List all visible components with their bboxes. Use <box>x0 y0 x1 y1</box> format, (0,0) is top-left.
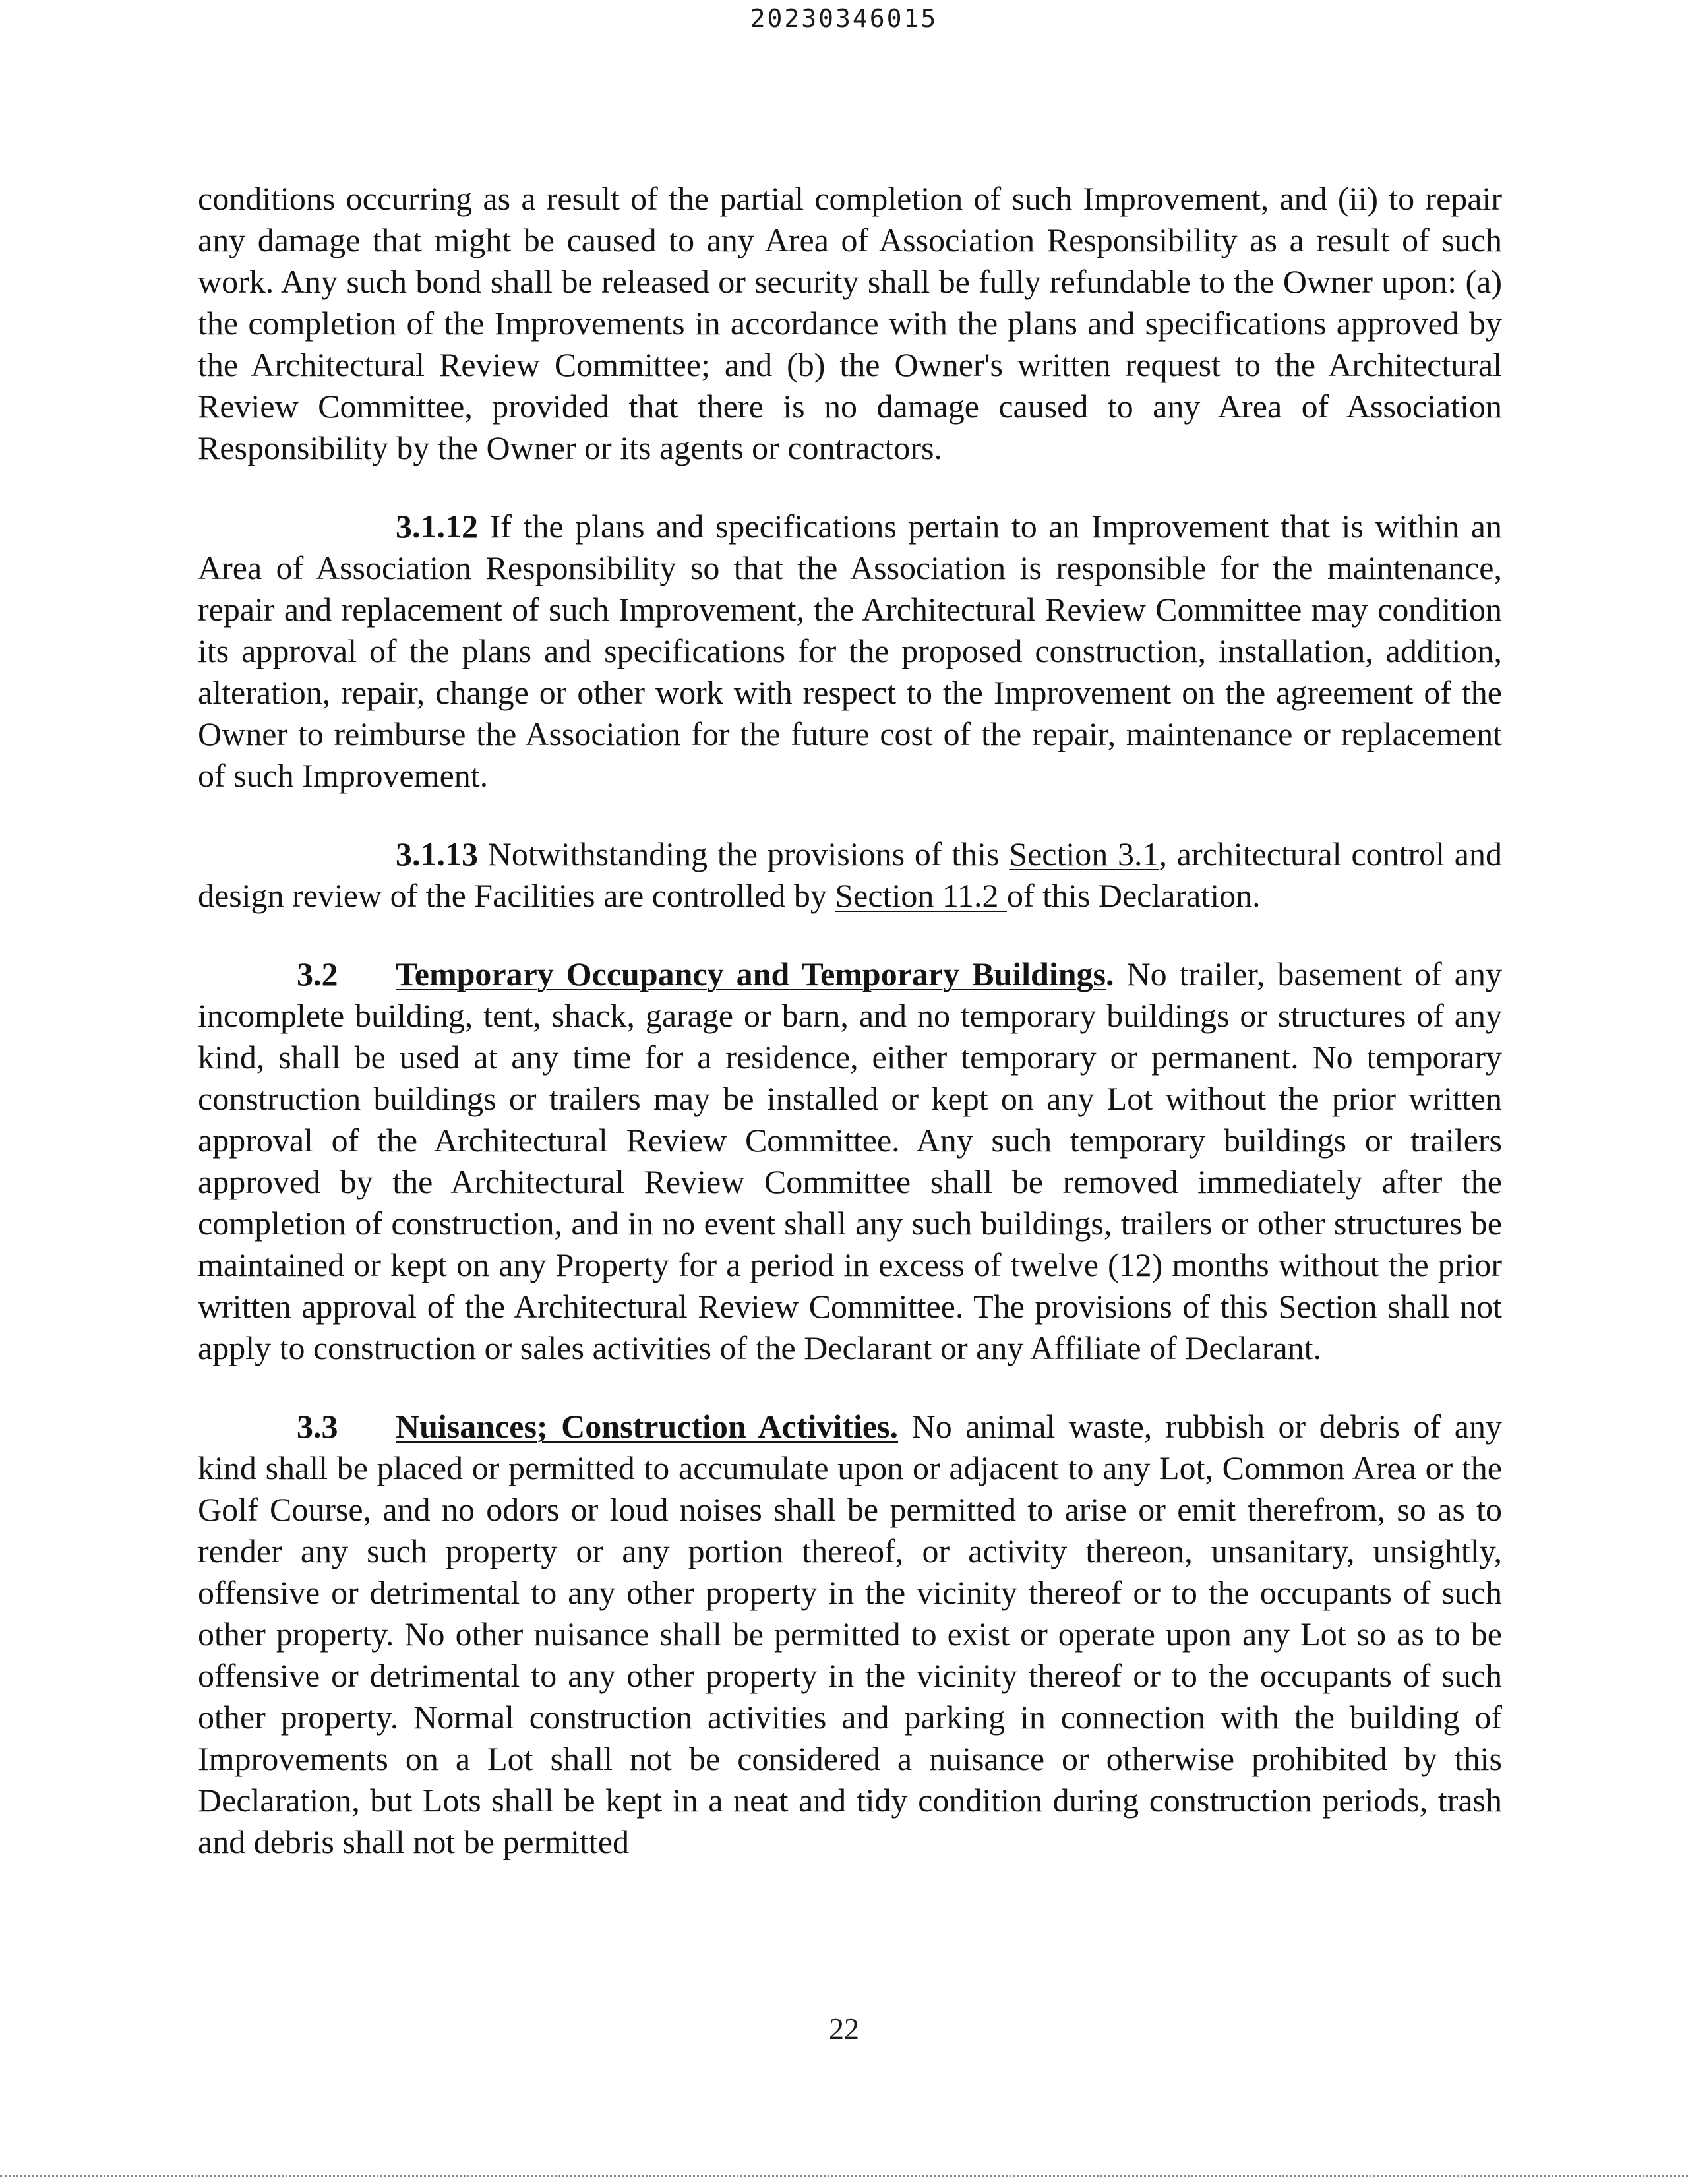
section-text: No trailer, basement of any incomplete building, tent, shack, garage or barn, and no temporary buildings or structures of any kind, shall be used at any time for a residence, either temporary or permanent. No temporary construction buildings or trailers may be installed or kept on any Lot without the prior written approval of the Architectural Review Committee. Any such temporary buildings or trailers approved by the Architectural Review Committee shall be removed immediately after the completion of construction, and in no event shall any such buildings, trailers or other structures be maintained or kept on any Property for a period in excess of twelve (12) months without the prior written approval of the Architectural Review Committee. The provisions of this Section shall not apply to construction or sales activities of the Declarant or any Affiliate of Declarant. <box>198 956 1502 1366</box>
section-text: No animal waste, rubbish or debris of any kind shall be placed or permitted to accumulate upon or adjacent to any Lot, Common Area or the Golf Course, and no odors or loud noises shall be permitted to arise or emit therefrom, so as to render any such property or any portion thereof, or activity thereon, unsanitary, unsightly, offensive or detrimental to any other property in the vicinity thereof or to the occupants of such other property. No other nuisance shall be permitted to exist or operate upon any Lot so as to be offensive or detrimental to any other property in the vicinity thereof or to the occupants of such other property. Normal construction activities and parking in connection with the building of Improvements on a Lot shall not be considered a nuisance or otherwise prohibited by this Declaration, but Lots shall be kept in a neat and tidy condition during construction periods, trash and debris shall not be permitted <box>198 1408 1502 1860</box>
scan-edge-divider <box>0 2175 1688 2177</box>
section-number: 3.3 <box>297 1408 338 1445</box>
section-text: , architectural control and design review of the Facilities are controlled by <box>198 835 1502 914</box>
section-heading: Temporary Occupancy and Temporary Buildings <box>396 956 1106 992</box>
section-number: 3.1.12 <box>396 508 478 545</box>
section-3-1-13 <box>198 834 1502 917</box>
section-text: If the plans and specifications pertain to an Improvement that is within an Area of Association Responsibility so that the Association is responsible for the maintenance, repair and replacement of such Improvement, the Architectural Review Committee may condition its approval of the plans and specifications for the proposed construction, installation, addition, alteration, repair, change or other work with respect to the Improvement on the agreement of the Owner to reimburse the Association for the future cost of the repair, maintenance or replacement of such Improvement. <box>198 508 1502 794</box>
page-number: 22 <box>829 2012 859 2046</box>
section-number: 3.1.13 <box>396 835 478 872</box>
section-reference-3-1: Section 3.1 <box>1009 835 1159 872</box>
page-body <box>198 178 1502 1863</box>
section-heading-punct: . <box>1106 956 1114 992</box>
section-3-1-12 <box>198 506 1502 797</box>
document-number: 20230346015 <box>750 4 938 33</box>
section-text: of this Declaration. <box>1006 877 1261 914</box>
section-3-2 <box>198 954 1502 1369</box>
paragraph-continuation: conditions occurring as a result of the partial completion of such Improvement, and (ii) to repair any damage that might be caused to any Area of Association Responsibility as a result of such work. Any such bond shall be released or security shall be fully refundable to the Owner upon: (a) the completion of the Improvements in accordance with the plans and specifications approved by the Architectural Review Committee; and (b) the Owner's written request to the Architectural Review Committee, provided that there is no damage caused to any Area of Association Responsibility by the Owner or its agents or contractors. <box>198 180 1502 466</box>
section-number: 3.2 <box>297 956 338 992</box>
section-3-3 <box>198 1406 1502 1863</box>
section-heading: Nuisances; Construction Activities. <box>396 1408 898 1445</box>
section-reference-11-2: Section 11.2 <box>835 877 1007 914</box>
section-text: Notwithstanding the provisions of this <box>478 835 1010 872</box>
